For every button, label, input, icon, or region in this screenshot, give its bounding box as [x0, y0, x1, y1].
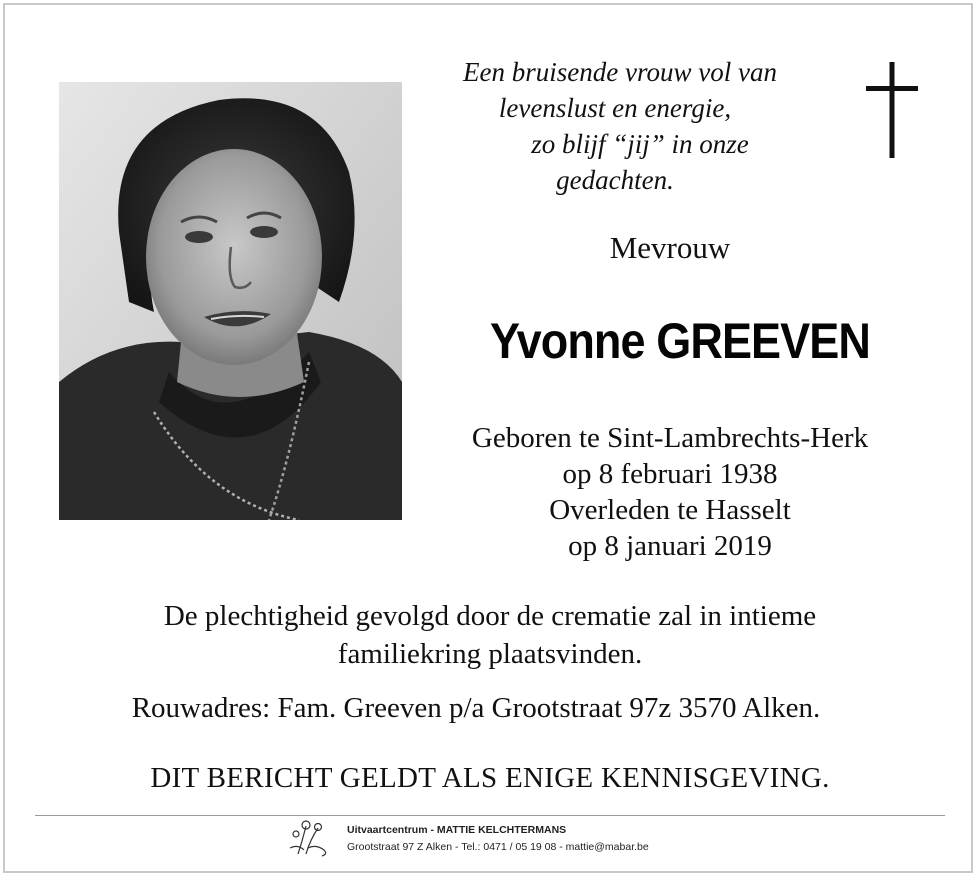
ceremony-line: familiekring plaatsvinden.	[337, 638, 643, 670]
divider	[35, 815, 945, 816]
birth-death-info	[420, 420, 920, 564]
funeral-home-contact: Grootstraat 97 Z Alken - Tel.: 0471 / 05 19 08 - mattie@mabar.be	[347, 841, 649, 853]
poem	[400, 54, 840, 198]
ceremony-text	[40, 597, 940, 673]
poem-line: gedachten.	[556, 165, 674, 195]
deceased-title: Mevrouw	[609, 230, 731, 265]
cross-icon	[864, 60, 920, 164]
mourning-address: Rouwadres: Fam. Greeven p/a Grootstraat 97z 3570 Alken.	[131, 692, 821, 724]
death-date: op 8 januari 2019	[568, 530, 772, 562]
birth-date: op 8 februari 1938	[562, 458, 778, 490]
notice-statement: DIT BERICHT GELDT ALS ENIGE KENNISGEVING.	[150, 762, 830, 794]
poem-line: levenslust en energie,	[498, 93, 732, 123]
funeral-home-name: Uitvaartcentrum - MATTIE KELCHTERMANS	[347, 824, 567, 836]
birth-place: Geboren te Sint-Lambrechts-Herk	[471, 422, 869, 454]
deceased-name: Yvonne GREEVEN	[489, 313, 870, 369]
death-place: Overleden te Hasselt	[549, 494, 791, 526]
poem-line: zo blijf “jij” in onze	[531, 129, 749, 159]
ceremony-line: De plechtigheid gevolgd door de crematie zal in intieme	[163, 600, 817, 632]
poem-line: Een bruisende vrouw vol van	[463, 57, 777, 87]
portrait-photo	[59, 82, 402, 520]
flower-logo-icon	[284, 818, 340, 862]
